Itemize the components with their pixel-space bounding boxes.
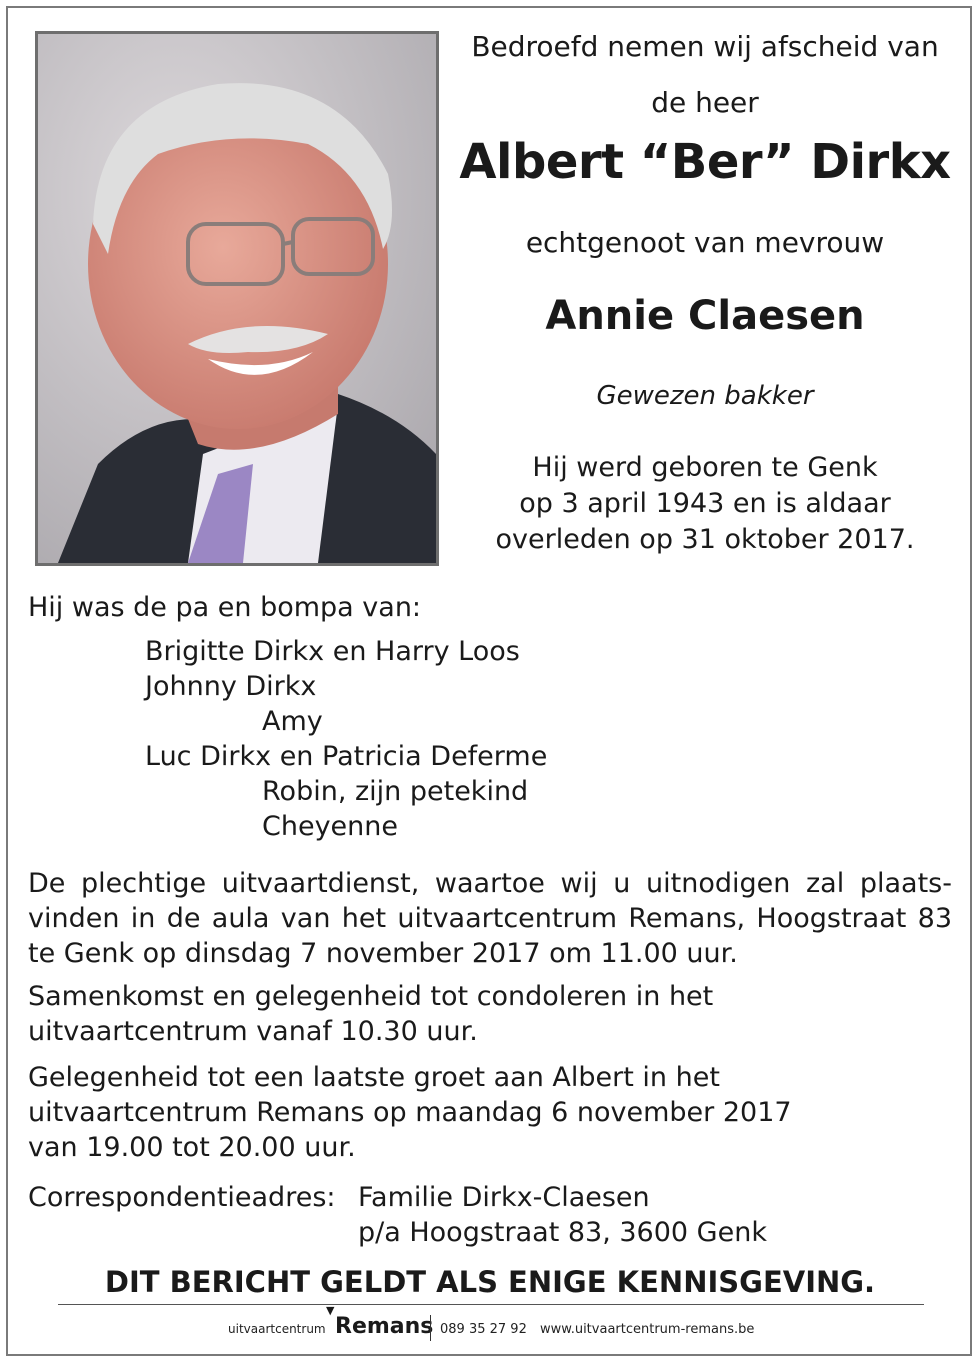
portrait-photo (35, 31, 439, 566)
footer-divider (58, 1304, 924, 1305)
farewell-line: van 19.00 tot 20.00 uur. (28, 1132, 356, 1163)
footer-phone: 089 35 27 92 (440, 1322, 527, 1337)
footer-separator (430, 1315, 431, 1341)
farewell-paragraph (28, 1060, 952, 1165)
spouse-name: Annie Claesen (545, 293, 865, 339)
farewell-line: uitvaartcentrum Remans op maandag 6 november 2017 (28, 1097, 792, 1128)
family-member: Robin, zijn petekind (262, 776, 529, 807)
birth-death-block (450, 450, 960, 558)
brand-prefix: uitvaartcentrum (228, 1322, 326, 1336)
brand-arrow-icon: ▼ (326, 1304, 335, 1317)
gathering-paragraph: Samenkomst en gelegenheid tot condoleren in het uitvaartcentrum vanaf 10.30 uur. (28, 981, 714, 1047)
occupation: Gewezen bakker (596, 381, 814, 411)
footer-website[interactable]: www.uitvaartcentrum-remans.be (540, 1322, 755, 1337)
correspondence-line: p/a Hoogstraat 83, 3600 Genk (358, 1217, 767, 1248)
deceased-name: Albert “Ber” Dirkx (459, 134, 951, 190)
spouse-intro: echtgenoot van mevrouw (525, 226, 885, 259)
family-member: Johnny Dirkx (145, 671, 317, 702)
family-intro: Hij was de pa en bompa van: (28, 592, 422, 623)
birth-death-line: overleden op 31 oktober 2017. (495, 524, 915, 555)
intro-line: Bedroefd nemen wij afscheid van (471, 30, 939, 63)
brand-name: Remans (335, 1314, 434, 1339)
footer (0, 1304, 980, 1346)
correspondence-line: Familie Dirkx-Claesen (358, 1182, 650, 1213)
family-member: Luc Dirkx en Patricia Deferme (145, 741, 548, 772)
family-member: Amy (262, 706, 323, 737)
title-prefix: de heer (651, 86, 759, 119)
family-member: Cheyenne (262, 811, 399, 842)
service-paragraph: De plechtige uitvaartdienst, waartoe wij u uitnodigen zal plaats- vinden in de aula van het uitvaartcentrum Remans, Hoogstraat 83 te Genk op dinsdag 7 november 2017 om 11.00 uur. (28, 868, 952, 969)
farewell-line: Gelegenheid tot een laatste groet aan Albert in het (28, 1062, 720, 1093)
family-member: Brigitte Dirkx en Harry Loos (145, 636, 520, 667)
birth-death-line: Hij werd geboren te Genk (532, 452, 878, 483)
notice-line: DIT BERICHT GELDT ALS ENIGE KENNISGEVING. (104, 1265, 876, 1299)
correspondence-label: Correspondentieadres: (28, 1182, 336, 1213)
birth-death-line: op 3 april 1943 en is aldaar (519, 488, 891, 519)
